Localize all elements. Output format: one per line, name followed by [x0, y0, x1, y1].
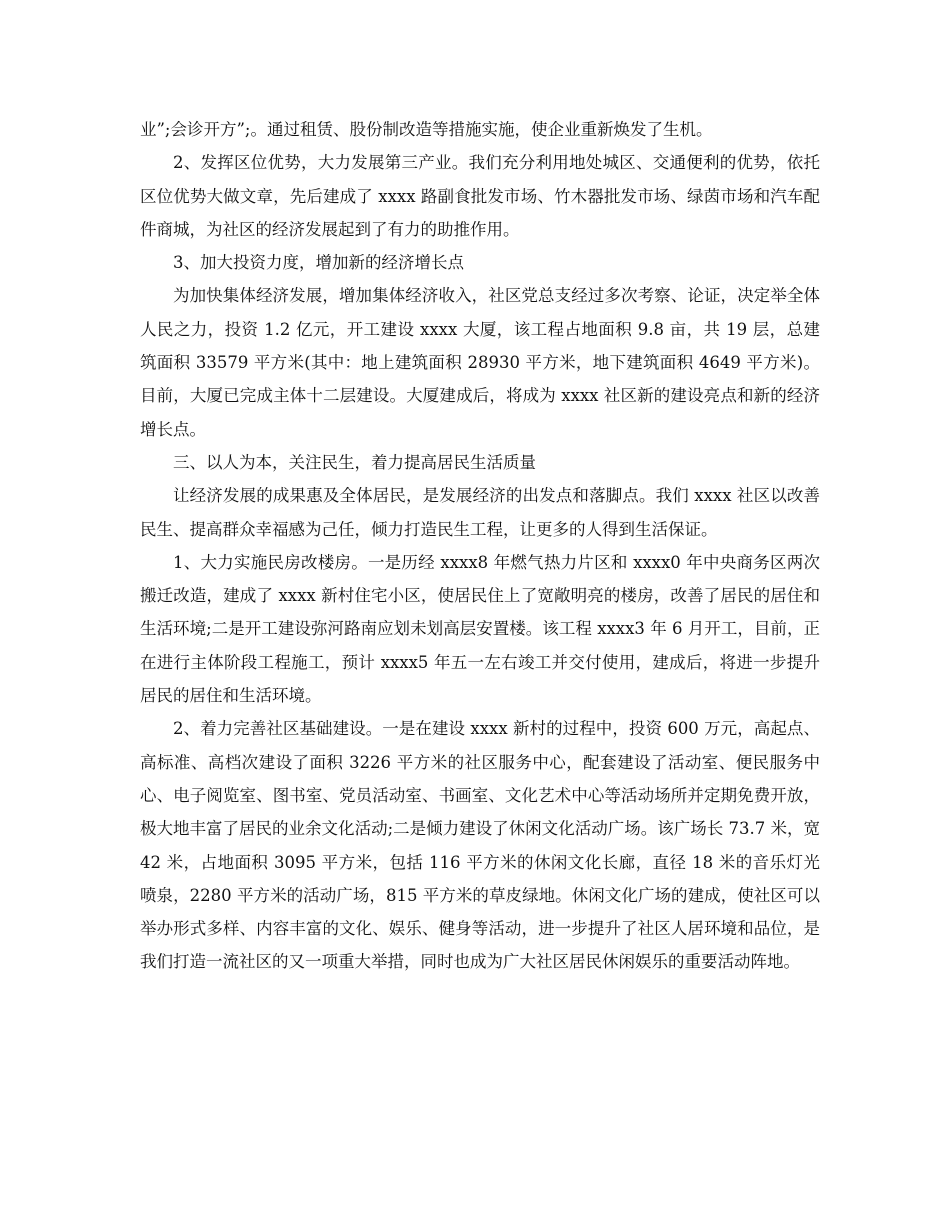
paragraph-livelihood-intro: 让经济发展的成果惠及全体居民，是发展经济的出发点和落脚点。我们 xxxx 社区以改善民生、提高群众幸福感为己任，倾力打造民生工程，让更多的人得到生活保证。: [140, 486, 820, 539]
paragraph-housing: 1、大力实施民房改楼房。一是历经 xxxx8 年燃气热力片区和 xxxx0 年中央商务区两次搬迁改造，建成了 xxxx 新村住宅小区，使居民住上了宽敞明亮的楼房，改善了居民的居住和生活环境;二是开工建设弥河路南应划未划高层安置楼。该工程 xxxx3 年 6 月开工，目前，正在进行主体阶段工程施工，预计 xxxx5 年五一左右竣工并交付使用，建成后，将进一步提升居民的居住和生活环境。: [140, 552, 820, 706]
paragraph-investment: 为加快集体经济发展，增加集体经济收入，社区党总支经过多次考察、论证，决定举全体人民之力，投资 1.2 亿元，开工建设 xxxx 大厦，该工程占地面积 9.8 亩，共 19 层，总建筑面积 33579 平方米(其中：地上建筑面积 28930 平方米，地下建筑面积 4649 平方米)。目前，大厦已完成主体十二层建设。大厦建成后，将成为 xxxx 社区新的建设亮点和新的经济增长点。: [140, 286, 820, 439]
paragraph-tertiary-industry: 2、发挥区位优势，大力发展第三产业。我们充分利用地处城区、交通便利的优势，依托区位优势大做文章，先后建成了 xxxx 路副食批发市场、竹木器批发市场、绿茵市场和汽车配件商城，为社区的经济发展起到了有力的助推作用。: [140, 153, 820, 239]
paragraph-infrastructure: 2、着力完善社区基础建设。一是在建设 xxxx 新村的过程中，投资 600 万元，高起点、高标准、高档次建设了面积 3226 平方米的社区服务中心，配套建设了活动室、便民服务中心、电子阅览室、图书室、党员活动室、书画室、文化艺术中心等活动场所并定期免费开放，极大地丰富了居民的业余文化活动;二是倾力建设了休闲文化活动广场。该广场长 73.7 米，宽 42 米，占地面积 3095 平方米，包括 116 平方米的休闲文化长廊，直径 18 米的音乐灯光喷泉，2280 平方米的活动广场，815 平方米的草皮绿地。休闲文化广场的建成，使社区可以举办形式多样、内容丰富的文化、娱乐、健身等活动，进一步提升了社区人居环境和品位，是我们打造一流社区的又一项重大举措，同时也成为广大社区居民休闲娱乐的重要活动阵地。: [140, 719, 820, 972]
document-body: [140, 113, 820, 979]
heading-investment: 3、加大投资力度，增加新的经济增长点: [173, 253, 464, 273]
heading-livelihood: 三、以人为本，关注民生，着力提高居民生活质量: [173, 452, 536, 472]
paragraph-continuation: 业”;会诊开方”;。通过租赁、股份制改造等措施实施，使企业重新焕发了生机。: [140, 120, 713, 139]
